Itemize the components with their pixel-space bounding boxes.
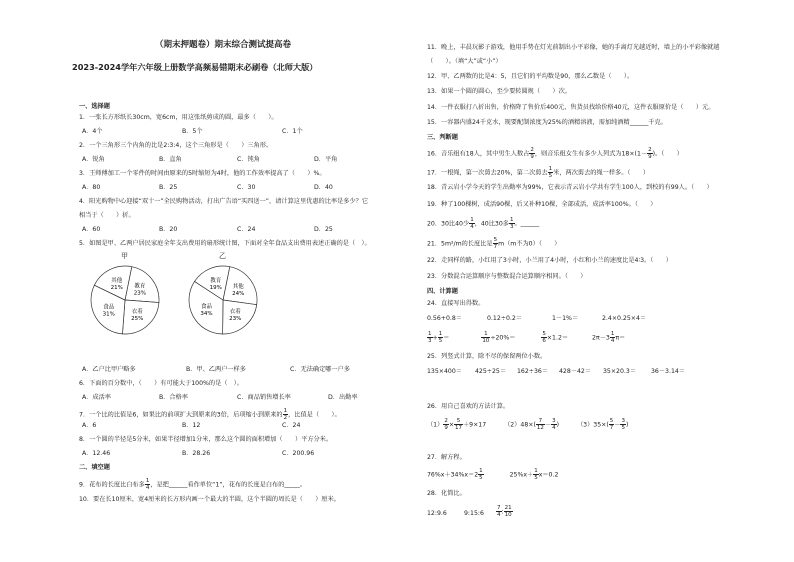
q24-eq-2: ＝ [509,334,516,342]
pie-a-slice-pct-2: 31% [102,311,115,318]
q28-item-3: $\frac{7}{4}$ : $\frac{21}{10}$ [497,505,512,518]
question-4: 4．阳光购物中心迎接“双十一”全民购物活动，打出广告语“买四送一”，请计算这里优惠的比率是多少？它 [79,198,369,205]
pie-b-slice-pct-0: 24% [232,291,245,298]
q21-text-end: m（m不为0）（ ） [498,240,561,248]
q27-row [427,468,558,481]
q28-item-1: 12:9.6 [427,510,447,517]
question-23: 23．分数混合运算顺序与整数混合运算顺序相同。（ ） [427,273,587,280]
q20-fraction-a: $\frac{1}{4}$ [470,217,474,230]
q26-frac-4: $\frac{3}{4}$ [552,418,556,431]
q16-text-mid: ，则音乐组女生有多少人列式为18×(1－ [534,150,648,158]
pie-a-slice-label-2: 食品 [103,304,115,311]
q26-frac-5: $\frac{5}{7}$ [609,418,614,431]
q26-frac-1: $\frac{2}{9}$ [444,418,448,431]
question-16 [427,147,683,160]
q5-option-a: A．乙户比甲户略多 [82,366,136,373]
q16-fraction-b: $\frac{2}{9}$ [648,147,652,160]
pie-a-name: 甲 [121,252,128,260]
q7-text: 7．一个比的比值是6，如果比的前项扩大到原来的3倍，后项缩小到原来的 [79,411,283,419]
q27-eq-3: x＝0.2 [538,471,559,479]
q26-frac-3: $\frac{7}{12}$ [536,418,544,431]
q20-fraction-b: $\frac{1}{3}$ [510,217,514,230]
question-5: 5．如图是甲、乙两户居民家庭全年支出费用的扇形统计图，下面对全年食品支出费用表述正确的是（ ）。 [79,240,371,247]
question-4-cont: 相当于（ ）折。 [79,212,135,219]
q25-item-5: 35×20.3＝ [603,368,637,375]
q2-option-d: D．平角 [314,156,338,163]
question-18: 18．青云岩小学今天的学生出勤率为99%，它表示青云岩小学共有学生100人，到校的有99人。（ ） [427,184,713,191]
pie-b-slice-pct-1: 23% [229,316,242,323]
question-9 [79,478,306,491]
q26-row [427,418,628,431]
q26-frac-2: $\frac{5}{17}$ [455,418,462,431]
q24-eq-1: ＝ [443,334,450,342]
question-27: 27．解方程。 [427,454,466,461]
q26-p9: ) [625,421,629,429]
q26-p8: － [614,421,621,429]
pie-a-slice-label-3: 其他 [111,278,123,285]
section-choice: 一、选择题 [79,103,110,110]
q8-option-a: A．12.46 [82,450,111,457]
q3-option-c: C．30 [237,184,256,191]
q4-option-b: B．20 [159,226,178,233]
q17-fraction: $\frac{1}{5}$ [548,166,553,179]
q7-text-end: ，比值是（ ）。 [288,411,341,419]
q1-option-b: B．5个 [182,128,203,135]
q5-option-b: B．甲、乙两户一样多 [186,366,246,373]
q4-option-c: C．24 [237,226,256,233]
right-column [424,0,784,562]
q3-option-a: A．80 [82,184,101,191]
pie-b-slice-label-2: 食品 [201,303,213,310]
q27-frac-2: $\frac{1}{5}$ [534,468,538,481]
question-19: 19．种了100棵树，成活90棵，后又补种10棵，全部成活，成活率100%。（ ） [427,201,657,208]
question-22: 22．走同样的路，小红用了3小时，小兰用了4小时，小红和小兰的速度比是4∶3。（ ） [427,257,672,264]
q27-eq-1: 76%x＋34%x＝2 [427,471,479,479]
question-24: 24．直接写出得数。 [427,300,485,307]
pie-b-slice-label-1: 衣着 [229,309,241,316]
q16-text: 16．音乐组有18人，其中男生人数占 [427,150,530,158]
pie-a-slice-label-0: 教育 [134,283,146,290]
question-21 [427,237,560,250]
pie-b-slice-label-3: 教育 [210,277,222,284]
q9-text: 9．花布的长度比白布多 [79,481,145,489]
page-title: （期末押题卷）期末综合测试提高卷 [155,40,292,50]
q24-frac-5: $\frac{1}{4}$ [610,331,615,344]
question-8: 8．一个圆的半径是5分米，如果半径增加1分米，那么这个圆的面积增加（ ）平方分米。 [79,436,333,443]
q24-frac-4: $\frac{5}{6}$ [542,331,546,344]
q26-frac-6: $\frac{3}{5}$ [621,418,625,431]
q7-fraction: $\frac{1}{2}$ [283,408,288,421]
pie-a-svg [88,262,162,338]
pie-a-slice-pct-0: 23% [133,290,147,297]
q2-option-b: B．直角 [159,156,182,163]
q5-option-c: C．无法确定哪一户多 [290,366,351,373]
q24-eq-5: π＝ [615,334,626,342]
q25-item-1: 135×400＝ [427,368,462,375]
q6-option-d: D．出勤率 [328,394,358,401]
question-1: 1．一张长方形纸长30cm，宽6cm，用这张纸剪成的圆，最多（ ）。 [79,114,278,121]
q4-option-d: D．25 [314,226,333,233]
question-25: 25．列竖式计算，除不尽的保留两位小数。 [427,353,547,360]
q6-option-b: B．合格率 [159,394,188,401]
pie-a-slice-label-1: 衣着 [131,309,143,316]
section-calc: 四、计算题 [427,288,458,295]
question-14: 14．一件衣服打八折出售，价格降了售价后400元，售货员找给价格40元，这件衣服原价是（ ）元。 [427,104,715,111]
q3-option-b: B．25 [159,184,178,191]
q9-text-end: ，是把______看作单位“1”，花布的长度是白布的_____。 [150,481,307,489]
q8-option-b: B．28.26 [182,450,211,457]
q3-option-d: D．40 [314,184,333,191]
q28-frac-1: $\frac{7}{4}$ [497,505,501,518]
question-28: 28．化简比。 [427,490,466,497]
page-subtitle: 2023-2024学年六年级上册数学高频易错期末必刷卷（北师大版） [72,62,318,72]
q17-text: 17．一根绳，第一次剪去20%，第二次剪去 [427,169,548,177]
q1-option-c: C．1个 [282,128,303,135]
pie-b-slice-pct-2: 34% [200,310,213,317]
q7-option-c: C．24 [282,422,301,429]
question-6: 6．下面的百分数中，（ ）有可能大于100%的是（ ）。 [79,380,243,387]
q16-text-end: )。（ ） [652,150,683,158]
q24-row2: $\frac{1}{3}$ + $\frac{1}{5}$ ＝ $\frac{1}{10}$ ÷20%＝ $\frac{5}{6}$ ×1.2＝ 2π－3 $\frac{1}{4}$ π＝ [428,331,626,344]
q28-item-2: 9:15:6 [464,510,484,517]
question-20 [427,217,539,230]
question-12: 12．甲、乙两数的比是4：5，且它们的平均数是90，那么乙数是（ ）。 [427,73,634,80]
q26-p5: － [544,421,552,429]
q4-option-a: A．60 [82,226,101,233]
q25-item-2: 425÷25＝ [475,368,507,375]
pie-b-svg [186,262,260,338]
q26-p2: × [448,421,454,429]
question-3: 3．王师傅加工一个零件的时间由原来的5时缩短为4时，他的工作效率提高了（ ）%。 [79,170,326,177]
q6-option-c: C．商品销售增长率 [237,394,291,401]
q25-item-4: 428－42＝ [559,368,592,375]
pie-b-name: 乙 [219,252,226,260]
q24-item-4: 2.4×0.25×4＝ [602,315,647,322]
question-7 [79,408,341,421]
q21-text: 21．5m²/m的长度比是 [427,240,493,248]
q21-fraction: $\frac{5}{7}$ [493,237,498,250]
q17-text-end: 米，两次剪去的绳一样多。（ ） [553,169,650,177]
question-15: 15．一容器内盛24千克水，现要配制浓度为25%的酒精溶液，需加纯酒精______千克。 [427,119,667,126]
q26-p3: ＋9×17 [463,421,487,429]
pie-b-slice-pct-3: 19% [209,284,222,291]
question-13: 13．如果一个圆的圆心，至少要转圆规（ ）次。 [427,88,571,95]
q24-item-2: 0.12÷0.2＝ [487,315,522,322]
q25-item-3: 162÷36＝ [517,368,549,375]
q24-item-3: 1－1%＝ [552,315,579,322]
q2-option-c: C．钝角 [237,156,260,163]
q9-fraction: $\frac{1}{4}$ [145,478,150,491]
pie-chart-b [186,252,260,338]
q7-option-a: A．6 [82,422,97,429]
q26-p1: （1） [427,421,444,429]
q1-option-a: A．4个 [82,128,103,135]
question-10: 10．要在长10厘米，宽4厘米的长方形内画一个最大的半圆，这个半圆的周长是（ ）厘米。 [79,496,340,503]
question-11: 11．晚上，丰晨玩影子游戏，他用手势在灯光前制出小平彩像，她的手离灯光越近时，墙上的小平彩像就越 [427,44,720,51]
q20-text-end: 。______ [514,220,540,228]
q26-p4: （2）48×( [504,421,536,429]
q26-p6: ) [556,421,560,429]
section-fill: 二、填空题 [79,464,110,471]
pie-b-slice-label-0: 其他 [232,284,244,291]
q24-frac-1: $\frac{1}{3}$ [428,331,432,344]
question-2: 2．一个三角形三个内角的比是2:3:4，这个三角形是（ ）三角形。 [79,142,273,149]
q24-eq-3: ×1.2＝ [546,334,569,342]
question-11-cont: （ ）。（填“大”或“小”） [427,58,502,65]
q8-option-c: C．200.96 [282,450,315,457]
section-judge: 三、判断题 [427,134,458,141]
q24-frac-2: $\frac{1}{5}$ [438,331,443,344]
q25-item-6: 36－3.14＝ [651,368,686,375]
q27-frac-1: $\frac{1}{5}$ [479,468,483,481]
pie-a-slice-pct-1: 25% [131,316,144,323]
q24-item-1: 0.56+0.8＝ [427,315,462,322]
q24-frac-3: $\frac{1}{10}$ [482,331,490,344]
pie-a-slice-pct-3: 21% [110,285,123,292]
q24-eq-4: 2π－3 [592,334,610,342]
question-17 [427,166,649,179]
q28-frac-2: $\frac{21}{10}$ [504,505,512,518]
question-26: 26．用自己喜欢的方法计算。 [427,403,510,410]
q26-p7: （3）35×( [576,421,609,429]
q20-text-mid: ，40比30多 [474,220,509,228]
q16-fraction-a: $\frac{2}{9}$ [530,147,534,160]
q27-eq-2: 25%x＋ [509,471,534,479]
q2-option-a: A．锐角 [82,156,105,163]
q6-option-a: A．成活率 [82,394,111,401]
q7-option-b: B．12 [182,422,201,429]
left-column [76,0,406,562]
pie-chart-a [88,252,162,338]
q20-text: 20．30比40少 [427,220,470,228]
